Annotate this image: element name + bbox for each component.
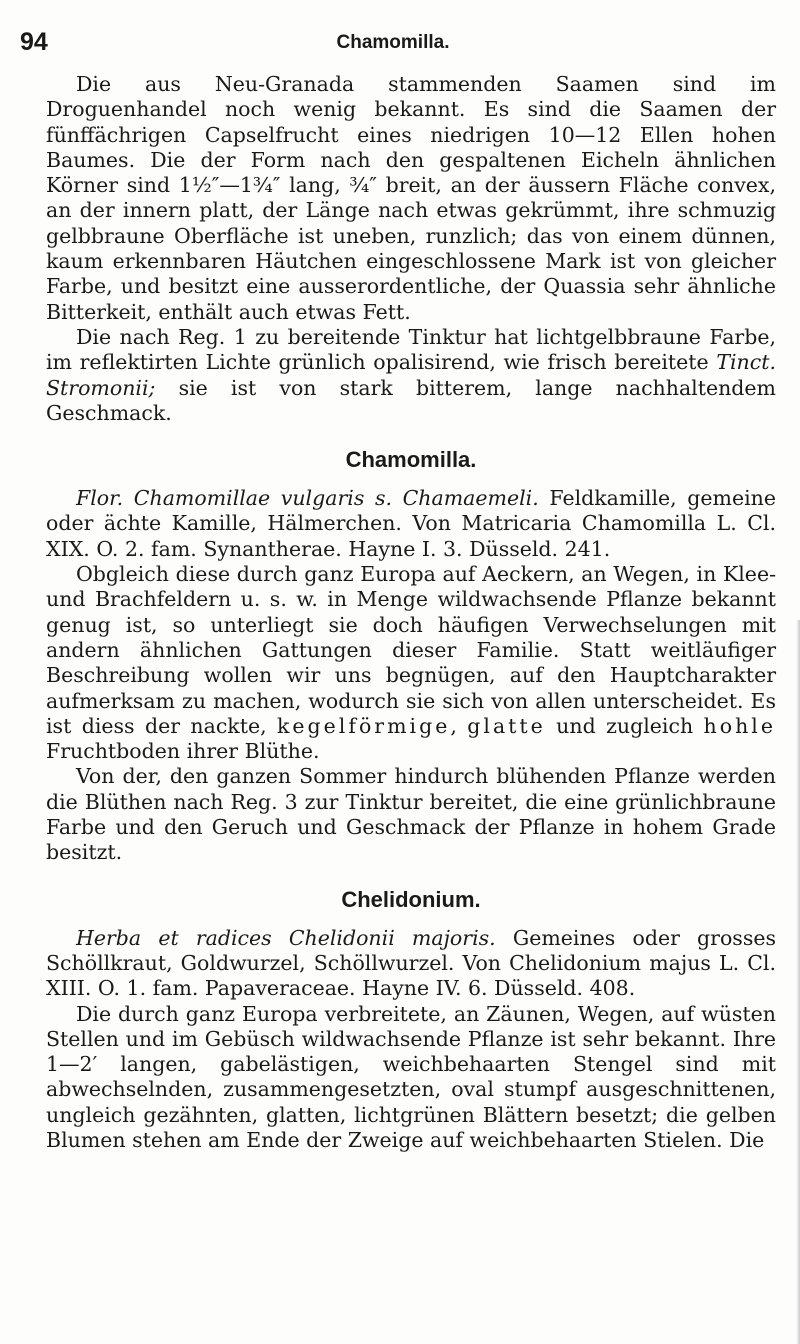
text-run: Obgleich diese durch ganz Europa auf Aeckern, an Wegen, in Klee- und Brachfeldern u. s. w. in Menge wildwachsende Pflanze bekannt genug ist, so unterliegt sie doch häufigen Verwechselungen mit andern ähnlichen Gattungen dieser Familie. Statt weitläufiger Beschreibung wollen wir uns begnügen, auf den Hauptcharakter aufmerksam zu machen, wodurch sie sich von allen unterscheidet. Es ist diess der nackte, — [46, 562, 776, 738]
emphasis-spaced: glatte — [467, 713, 546, 738]
running-head: Chamomilla. — [336, 32, 450, 53]
text-run: Gemeines oder grosses Schöllkraut, Goldwurzel, Schöllwurzel. Von Chelidonium majus L. Cl. XIII. O. 1. fam. Papaveraceae. Hayne IV. 6. Düsseld. 408. — [46, 925, 776, 1001]
paragraph-chamomilla-description — [46, 562, 776, 764]
text-run: sie ist von stark bitterem, lange nachhaltendem Geschmack. — [46, 375, 776, 425]
text-run: Feldkamille, gemeine oder ächte Kamille, Hälmerchen. Von Matricaria Chamomilla L. Cl. XIX. O. 2. fam. Synantherae. Hayne I. 3. Düsseld. 241. — [46, 486, 776, 561]
paragraph-tincture-description — [46, 325, 776, 426]
paragraph-chamomilla-intro — [46, 486, 776, 562]
text-run: und zugleich — [545, 713, 704, 738]
text-run: Fruchtboden ihrer Blüthe. — [46, 739, 320, 764]
paragraph-chamomilla-tincture: Von der, den ganzen Sommer hindurch blühenden Pflanze werden die Blüthen nach Reg. 3 zur Tinktur bereitet, die eine grünlichbraune Farbe und den Geruch und Geschmack der Pflanze in hohem Grade besitzt. — [46, 764, 776, 865]
emphasis-spaced: hohle — [703, 713, 776, 738]
paragraph-neu-granada-seeds: Die aus Neu-Granada stammenden Saamen sind im Droguenhandel noch wenig bekannt. Es sind die Saamen der fünffächrigen Capselfrucht eines niedrigen 10—12 Ellen hohen Baumes. Die der Form nach den gespaltenen Eicheln ähnlichen Körner sind 1½″—1¾″ lang, ¾″ breit, an der äussern Fläche convex, an der innern platt, der Länge nach etwas gekrümmt, ihre schmuzig gelbbraune Oberfläche ist uneben, runzlich; das von einem dünnen, kaum erkennbaren Häutchen eingeschlossene Mark ist von gleicher Farbe, und besitzt eine ausserordentliche, der Quassia sehr ähnliche Bitterkeit, enthält auch etwas Fett. — [46, 72, 776, 324]
emphasis-spaced: kegelförmige — [277, 713, 451, 738]
body-text — [46, 72, 776, 1153]
latin-name: Herba et radices Chelidonii majoris. — [76, 925, 496, 950]
page-edge-shadow — [796, 620, 800, 1344]
paragraph-chelidonium-description: Die durch ganz Europa verbreitete, an Zäunen, Wegen, auf wüsten Stellen und im Gebüsch wildwachsende Pflanze ist sehr bekannt. Ihre 1—2′ langen, gabelästigen, weichbehaarten Stengel sind mit abwechselnden, zusammengesetzten, oval stumpf ausgeschnittenen, ungleich gezähnten, glatten, lichtgrünen Blättern besetzt; die gelben Blumen stehen am Ende der Zweige auf weichbehaarten Stielen. Die — [46, 1001, 776, 1152]
page-number: 94 — [20, 28, 48, 56]
page-header — [20, 28, 766, 58]
text-run: , — [450, 713, 468, 738]
section-heading-chelidonium: Chelidonium. — [341, 886, 481, 912]
paragraph-chelidonium-intro — [46, 926, 776, 1002]
italic-term: Tinct. Stromonii; — [46, 350, 776, 400]
text-run: Die nach Reg. 1 zu bereitende Tinktur hat lichtgelbbraune Farbe, im reflektirten Lichte grünlich opalisirend, wie frisch bereitete — [46, 324, 776, 375]
latin-name: Flor. Chamomillae vulgaris s. Chamaemeli. — [76, 486, 539, 511]
section-heading-chamomilla: Chamomilla. — [345, 447, 477, 473]
